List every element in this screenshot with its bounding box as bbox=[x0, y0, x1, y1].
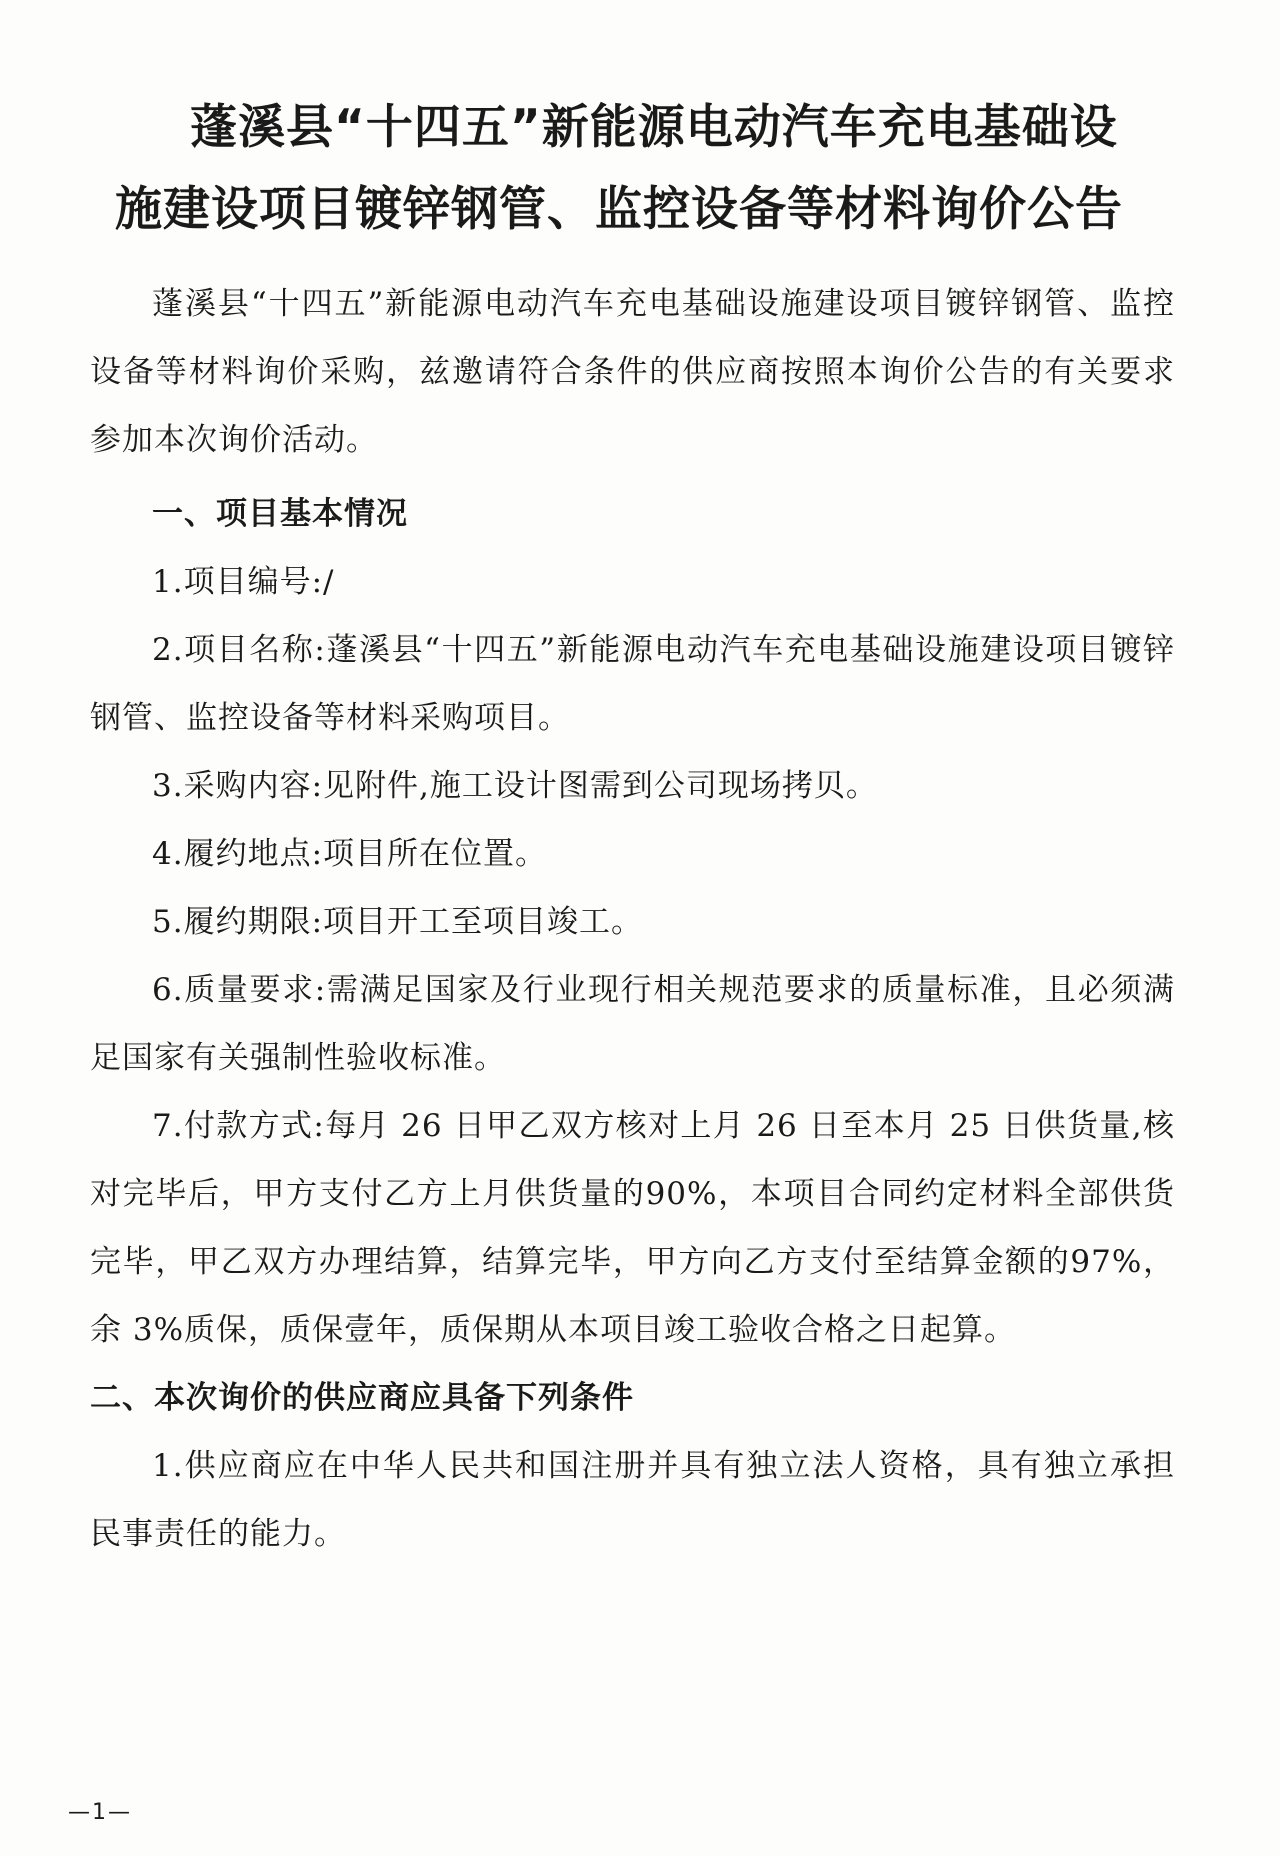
section-1-item-7: 7.付款方式:每月 26 日甲乙双方核对上月 26 日至本月 25 日供货量,核对完毕后，甲方支付乙方上月供货量的90%，本项目合同约定材料全部供货完毕，甲乙双方办理结算，结算完毕，甲方向乙方支付至结算金额的97%，余 3%质保，质保壹年，质保期从本项目竣工验收合格之日起算。 bbox=[90, 1108, 1175, 1348]
section-1-item-4: 4.履约地点:项目所在位置。 bbox=[152, 836, 548, 872]
document-title-line-2: 施建设项目镀锌钢管、监控设备等材料询价公告 bbox=[115, 182, 1123, 237]
section-1-item-1: 1.项目编号:/ bbox=[152, 564, 335, 600]
document-title-line-1: 蓬溪县“十四五”新能源电动汽车充电基础设 bbox=[190, 100, 1118, 155]
section-2-item-1: 1.供应商应在中华人民共和国注册并具有独立法人资格，具有独立承担民事责任的能力。 bbox=[90, 1448, 1175, 1552]
page-number: —1— bbox=[68, 1800, 132, 1825]
section-2-heading: 二、本次询价的供应商应具备下列条件 bbox=[90, 1380, 634, 1416]
section-1-heading: 一、项目基本情况 bbox=[152, 496, 408, 532]
section-1-item-5: 5.履约期限:项目开工至项目竣工。 bbox=[152, 904, 644, 940]
document-body bbox=[90, 270, 1175, 1568]
section-1-item-6: 6.质量要求:需满足国家及行业现行相关规范要求的质量标准，且必须满足国家有关强制性验收标准。 bbox=[90, 972, 1175, 1076]
intro-paragraph: 蓬溪县“十四五”新能源电动汽车充电基础设施建设项目镀锌钢管、监控设备等材料询价采购，兹邀请符合条件的供应商按照本询价公告的有关要求参加本次询价活动。 bbox=[90, 286, 1175, 458]
section-1-item-3: 3.采购内容:见附件,施工设计图需到公司现场拷贝。 bbox=[152, 768, 878, 804]
section-1-item-2: 2.项目名称:蓬溪县“十四五”新能源电动汽车充电基础设施建设项目镀锌钢管、监控设备等材料采购项目。 bbox=[90, 632, 1175, 736]
